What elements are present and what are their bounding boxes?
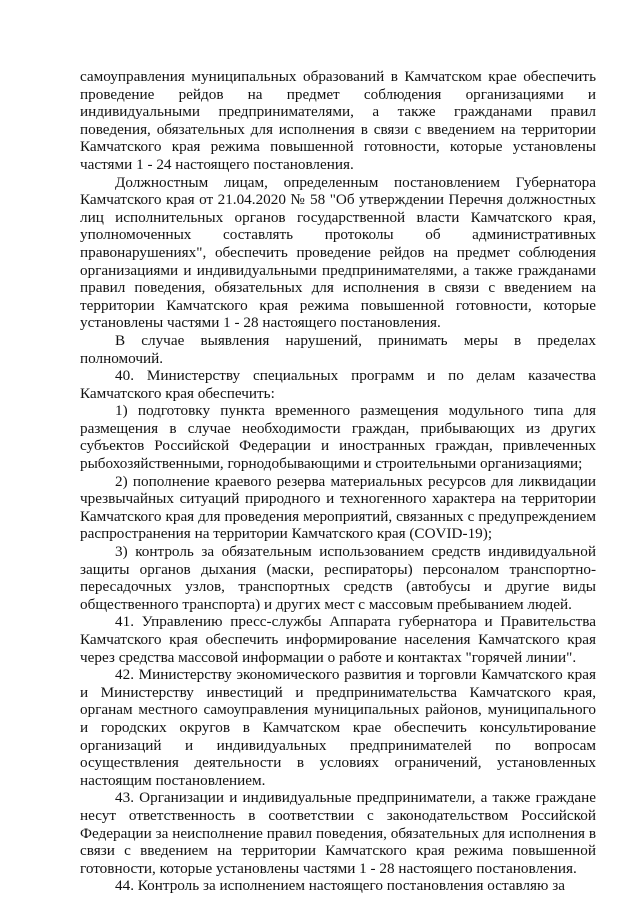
paragraph-40-item-1: 1) подготовку пункта временного размещения модульного типа для размещения в случае необходимости граждан, прибывающих из других субъектов Российской Федерации и иностранных граждан, привлеченных рыбохозяйственными, горнодобывающими и строительными организациями; (80, 402, 596, 473)
paragraph-40: 40. Министерству специальных программ и по делам казачества Камчатского края обеспечить: (80, 367, 596, 402)
paragraph-44: 44. Контроль за исполнением настоящего постановления оставляю за (115, 877, 565, 895)
document-page (80, 68, 596, 895)
paragraph-41: 41. Управлению пресс-службы Аппарата губернатора и Правительства Камчатского края обеспечить информирование населения Камчатского края через средства массовой информации о работе и контактах "горячей линии". (80, 613, 596, 666)
paragraph-officials-raids: Должностным лицам, определенным постановлением Губернатора Камчатского края от 21.04.2020 № 58 "Об утверждении Перечня должностных лиц исполнительных органов государственной власти Камчатского края, уполномоченных составлять протоколы об административных правонарушениях", обеспечить проведение рейдов на предмет соблюдения организациями и индивидуальными предпринимателями, а также гражданами правил поведения, обязательных для исполнения в связи с введением на территории Камчатского края режима повышенной готовности, которые установлены частями 1 - 28 настоящего постановления. (80, 173, 596, 332)
paragraph-43: 43. Организации и индивидуальные предприниматели, а также граждане несут ответственность в соответствии с законодательством Российской Федерации за неисполнение правил поведения, обязательных для исполнения в связи с введением на территории Камчатского края режима повышенной готовности, которые установлены частями 1 - 28 настоящего постановления. (80, 789, 596, 877)
paragraph-40-item-3: 3) контроль за обязательным использованием средств индивидуальной защиты органов дыхания (маски, респираторы) персоналом транспортно-пересадочных узлов, транспортных средств (автобусы и другие виды общественного транспорта) и других мест с массовым пребыванием людей. (80, 543, 596, 613)
paragraph-40-item-2: 2) пополнение краевого резерва материальных ресурсов для ликвидации чрезвычайных ситуаций природного и техногенного характера на территории Камчатского края для проведения мероприятий, связанных с предупреждением распространения на территории Камчатского края (COVID-19); (80, 472, 596, 543)
paragraph-42: 42. Министерству экономического развития и торговли Камчатского края и Министерству инвестиций и предпринимательства Камчатского края, органам местного самоуправления муниципальных районов, муниципального и городских округов в Камчатском крае обеспечить консультирование организаций и индивидуальных предпринимателей по вопросам осуществления деятельности в условиях ограничений, установленных настоящим постановлением. (80, 666, 596, 789)
paragraph-39-continuation: самоуправления муниципальных образований в Камчатском крае обеспечить проведение рейдов на предмет соблюдения организациями и индивидуальными предпринимателями, а также гражданами правил поведения, обязательных для исполнения в связи с введением на территории Камчатского края режима повышенной готовности, которые установлены частями 1 - 24 настоящего постановления. (80, 68, 596, 173)
paragraph-violations: В случае выявления нарушений, принимать меры в пределах полномочий. (80, 331, 596, 367)
